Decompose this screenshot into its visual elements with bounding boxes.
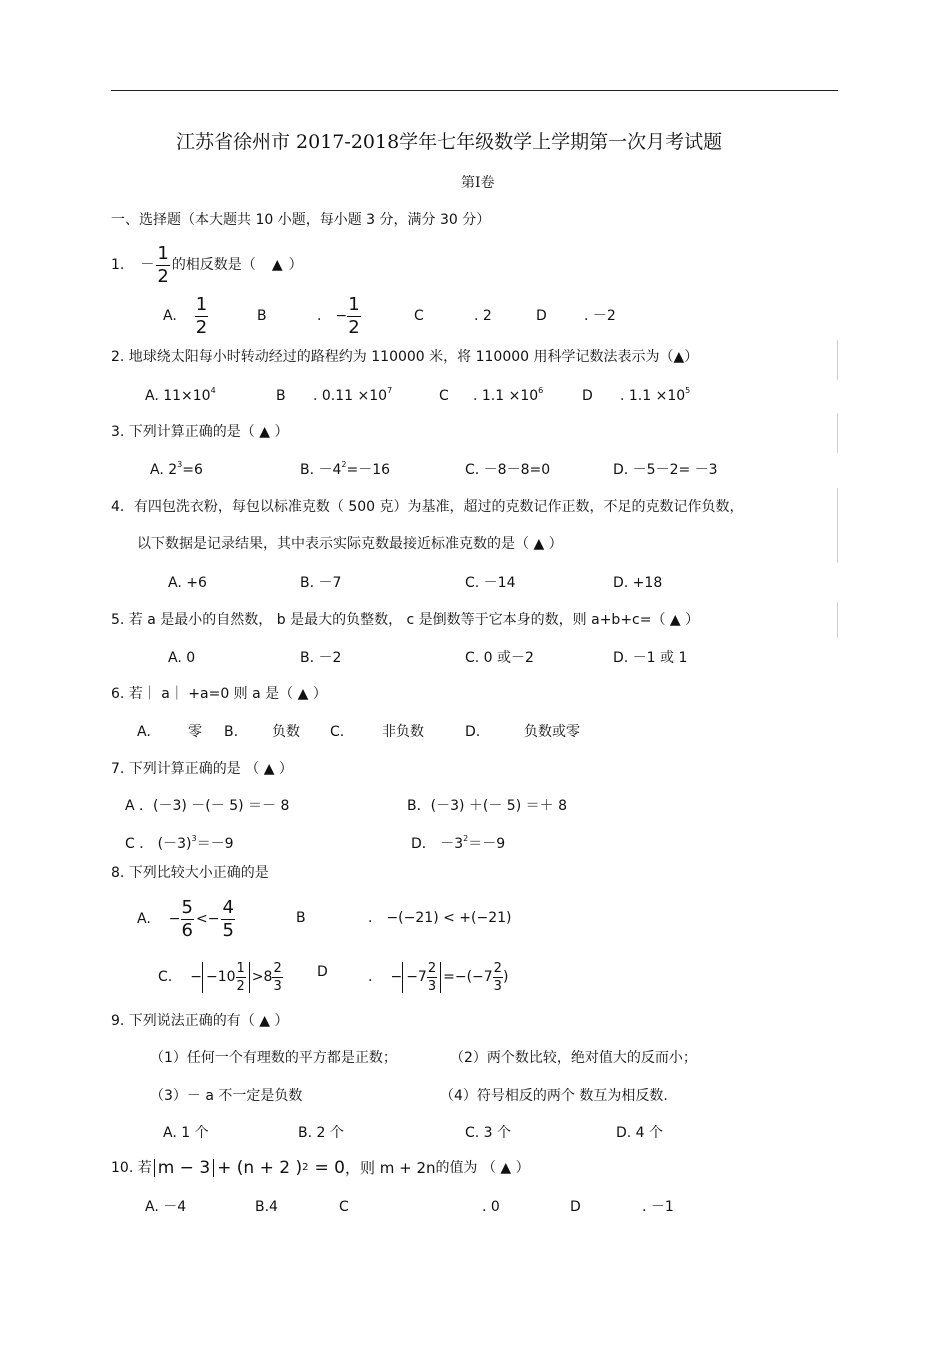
question-8: 8. 下列比较大小正确的是 (111, 865, 269, 881)
q9-statement-1: （1）任何一个有理数的平方都是正数； (150, 1050, 397, 1066)
question-3: 3. 下列计算正确的是（ ▲ ） (111, 424, 289, 440)
q6-option-d: 负数或零 (524, 724, 580, 740)
q10-option-d: . －1 (642, 1199, 674, 1215)
q4-option-d: D. +18 (613, 575, 663, 591)
q9-statement-3: （3）－ a 不一定是负数 (150, 1088, 303, 1104)
q1-triangle-mark: ▲ (271, 257, 283, 273)
q8-option-d: . − −7 $\frac{2}{3}$ =−(−7 $\frac{2}{3}$ ) (368, 960, 509, 994)
q1-option-c-label: C (414, 308, 424, 324)
q10-option-c: . 0 (482, 1199, 500, 1215)
q5-option-b: B. －2 (300, 650, 342, 666)
question-10: 10. 若 m − 3 + (n + 2 ) 2 = 0 ，则 m + 2n 的值为 （ ▲ ） (111, 1158, 530, 1178)
question-9: 9. 下列说法正确的有（ ▲ ） (111, 1013, 289, 1029)
q9-statement-4: （4）符号相反的两个 数互为相反数. (440, 1088, 668, 1104)
q2-option-d-label: D (582, 388, 593, 404)
q4-option-c: C. －14 (465, 575, 516, 591)
q2-option-a: A. $11\times 10^4$ (145, 386, 216, 404)
q1-text: 的相反数是（ (171, 257, 256, 273)
q1-option-b: . − $\frac{1}{2}$ (317, 293, 360, 338)
question-5: 5. 若 a 是最小的自然数， b 是最大的负整数， c 是倒数等于它本身的数，则 a+b+c=（ ▲ ） (111, 612, 700, 628)
q1-option-b-label: B (257, 308, 267, 324)
q1-number: 1. (111, 257, 125, 273)
question-6: 6. 若｜ a｜ +a=0 则 a 是（ ▲ ） (111, 686, 327, 702)
q3-option-c: C. －8－8=0 (465, 462, 551, 478)
section-heading: 一、选择题（本大题共 10 小题，每小题 3 分，满分 30 分） (111, 212, 491, 228)
q2-option-b-label: B (276, 388, 286, 404)
q7-option-a: A ．(－3) －(－ 5) ＝－ 8 (125, 798, 290, 814)
q5-option-c: C. 0 或－2 (465, 650, 534, 666)
q7-option-d: D． $-3^2=-9$ (411, 834, 506, 852)
scan-line (837, 340, 838, 380)
q1-minus: － (140, 257, 155, 273)
question-1: 1. － $\frac{1}{2}$ 的相反数是（ ▲ ） (111, 242, 303, 287)
scan-line (837, 602, 838, 638)
q1-option-c: . 2 (474, 308, 492, 324)
q6-option-d-label: D. (465, 724, 481, 740)
q5-option-d: D. －1 或 1 (613, 650, 688, 666)
scan-line (837, 413, 838, 453)
q6-option-b-label: B. (224, 724, 239, 740)
q9-option-c: C. 3 个 (465, 1125, 512, 1141)
q3-option-a: A. $2^3=6$ (150, 460, 203, 478)
volume-label: 第Ⅰ卷 (461, 175, 495, 191)
q6-option-a: 零 (188, 724, 202, 740)
q2-option-c: . $1.1 \times 10^6$ (473, 386, 544, 404)
q5-option-a: A. 0 (168, 650, 196, 666)
top-rule (111, 90, 838, 91)
question-7: 7. 下列计算正确的是 （ ▲ ） (111, 761, 293, 777)
q1-option-d: . －2 (584, 308, 616, 324)
q9-statement-2: （2）两个数比较，绝对值大的反而小； (450, 1050, 697, 1066)
q1-option-a: A. $\frac{1}{2}$ (163, 293, 208, 338)
q6-option-c: 非负数 (382, 724, 424, 740)
q3-option-b: B. $-4^2=-16$ (300, 460, 391, 478)
q7-option-c: C ． $(-3)^3=-9$ (125, 834, 234, 852)
q6-option-b: 负数 (272, 724, 300, 740)
q8-option-c: C. − −10 $\frac{1}{2}$ >8 $\frac{2}{3}$ (158, 960, 282, 994)
q10-option-d-label: D (570, 1199, 581, 1215)
question-4-line-1: 4．有四包洗衣粉，每包以标准克数（ 500 克）为基准，超过的克数记作正数，不足的克数记作负数， (111, 499, 744, 515)
q10-option-b: B.4 (255, 1199, 278, 1215)
q8-option-b-label: B (296, 910, 306, 926)
q9-option-b: B. 2 个 (298, 1125, 344, 1141)
q8-d-absolute-value: −7 $\frac{2}{3}$ (402, 962, 441, 993)
q2-option-c-label: C (439, 388, 449, 404)
scan-line (837, 488, 838, 563)
q8-option-a: A. − $\frac{5}{6}$ <− $\frac{4}{5}$ (137, 896, 234, 941)
q1-fraction: $\frac{1}{2}$ (157, 242, 169, 287)
q10-option-a: A. －4 (145, 1199, 187, 1215)
q6-option-a-label: A. (137, 724, 151, 740)
q8-option-b: . −(−21) < +(−21) (368, 910, 512, 926)
question-2: 2. 地球绕太阳每小时转动经过的路程约为 110000 米，将 110000 用科学记数法表示为（▲） (111, 349, 699, 365)
q7-option-b: B．(－3) ＋(－ 5) ＝＋ 8 (407, 798, 567, 814)
q3-option-d: D. －5－2= －3 (613, 462, 718, 478)
q6-option-c-label: C. (330, 724, 345, 740)
page-title: 江苏省徐州市 2017-2018学年七年级数学上学期第一次月考试题 (176, 131, 723, 153)
q4-option-b: B. －7 (300, 575, 342, 591)
q4-option-a: A. +6 (168, 575, 207, 591)
q10-absolute-value: m − 3 (154, 1159, 214, 1177)
q9-option-a: A. 1 个 (163, 1125, 209, 1141)
q2-option-d: . $1.1 \times 10^5$ (620, 386, 691, 404)
question-4-line-2: 以下数据是记录结果，其中表示实际克数最接近标准克数的是（ ▲ ） (137, 536, 563, 552)
q2-option-b: . $0.11 \times 10^7$ (313, 386, 393, 404)
q8-option-d-label: D (317, 964, 328, 980)
q10-option-c-label: C (339, 1199, 349, 1215)
q9-option-d: D. 4 个 (616, 1125, 664, 1141)
q8-c-absolute-value: −10 $\frac{1}{2}$ (202, 962, 250, 993)
q1-option-d-label: D (536, 308, 547, 324)
